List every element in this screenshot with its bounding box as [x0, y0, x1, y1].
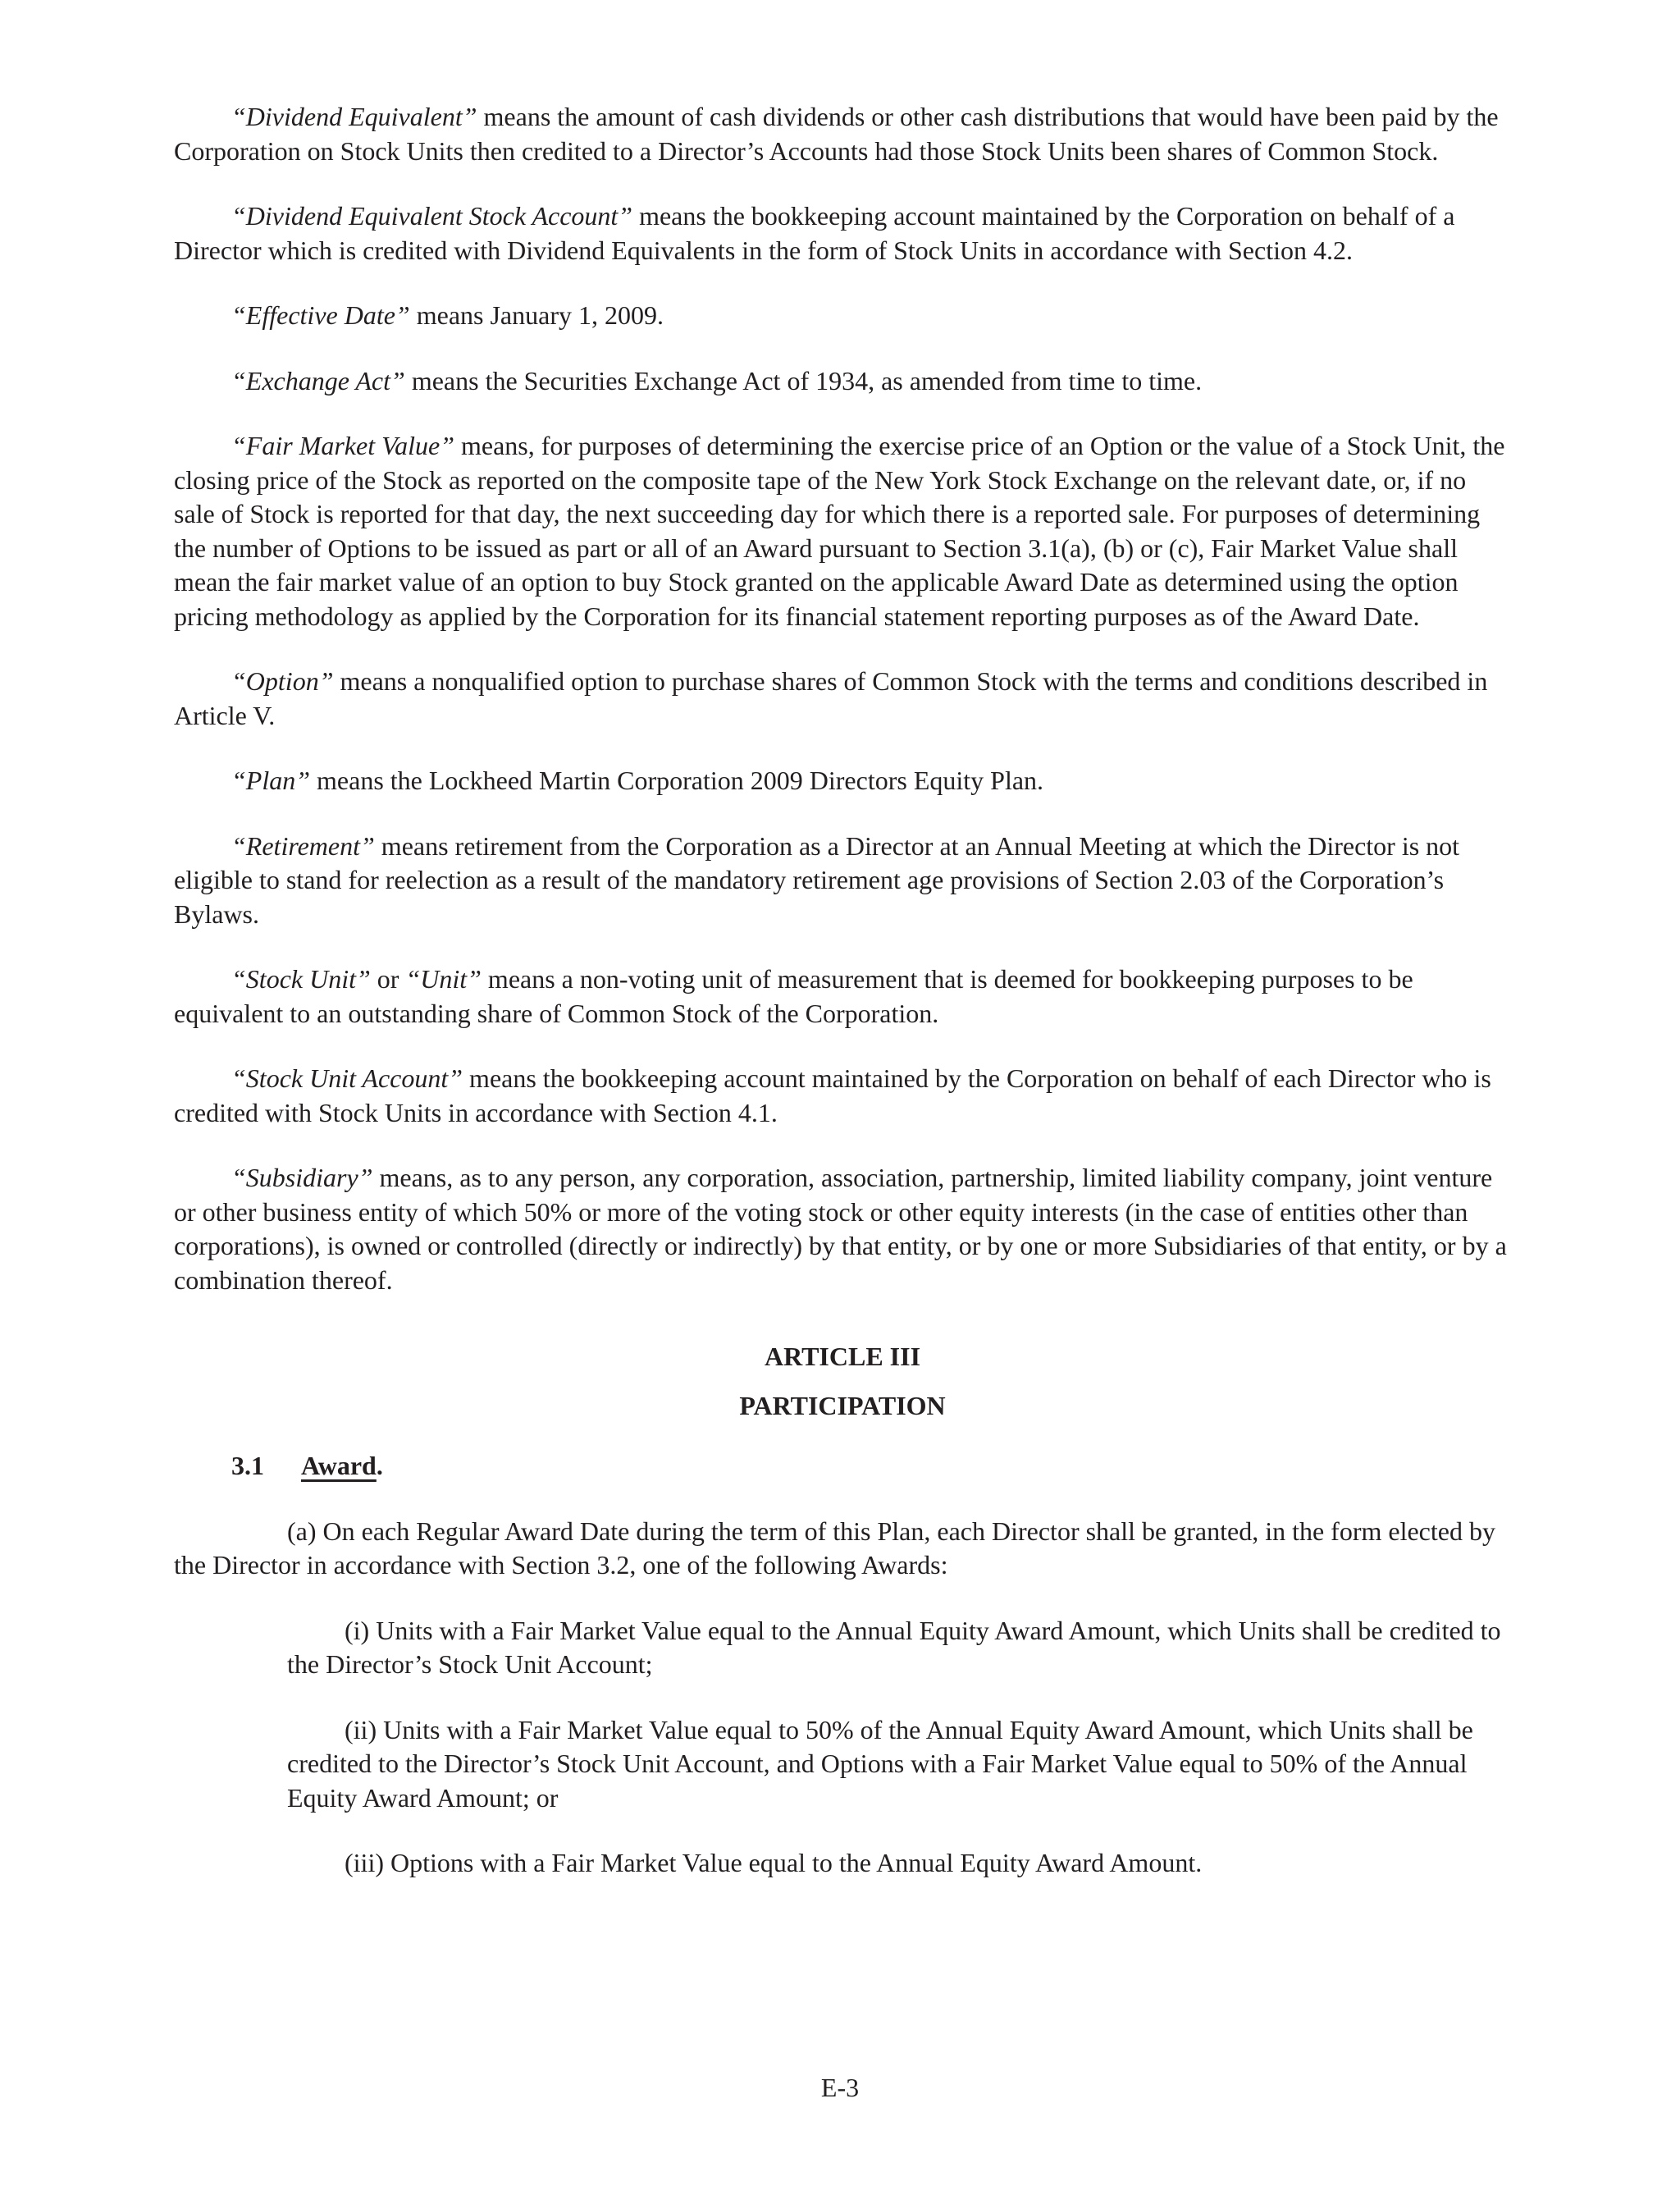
defined-term: “Retirement” — [231, 830, 375, 861]
definition-exchange-act — [174, 364, 1511, 399]
page-content — [174, 100, 1511, 1912]
defined-term: “Exchange Act” — [231, 365, 405, 395]
definition-option — [174, 665, 1511, 733]
definition-dividend-equivalent — [174, 100, 1511, 168]
definition-text: means a non-voting unit of measurement that is deemed for bookkeeping purposes to be equivalent to an outstanding share of Common Stock of the Corporation. — [174, 964, 1413, 1028]
definition-text: means January 1, 2009. — [409, 300, 664, 330]
award-option-ii: (ii) Units with a Fair Market Value equal to 50% of the Annual Equity Award Amount, which Units shall be credited to the Director’s Stock Unit Account, and Options with a Fair Market Value equal to 50% of the Annual Equity Award Amount; or — [287, 1714, 1473, 1813]
definition-text: means a nonqualified option to purchase shares of Common Stock with the terms and conditions described in Article V. — [174, 666, 1488, 730]
defined-term: “Stock Unit” — [231, 964, 371, 994]
definition-stock-unit — [174, 962, 1511, 1031]
defined-term: “Option” — [231, 666, 334, 696]
definition-text: means retirement from the Corporation as a Director at an Annual Meeting at which the Director is not eligible to stand for reelection as a result of the mandatory retirement age provisions of Section 2.03 of the Corporation’s Bylaws. — [174, 830, 1460, 929]
defined-term: “Stock Unit Account” — [231, 1063, 463, 1093]
definition-text: means, as to any person, any corporation, association, partnership, limited liability company, joint venture or other business entity of which 50% or more of the voting stock or other equity interests (in the case of entities other than corporations), is owned or controlled (directly or indirectly) by that entity, or by one or more Subsidiaries of that entity, or by a combination thereof. — [174, 1163, 1507, 1295]
section-title: Award — [301, 1451, 377, 1480]
definition-effective-date — [174, 299, 1511, 333]
defined-term: “Plan” — [231, 766, 311, 795]
award-option-iii: (iii) Options with a Fair Market Value equal to the Annual Equity Award Amount. — [345, 1848, 1203, 1877]
definition-fair-market-value — [174, 429, 1511, 633]
section-heading — [231, 1449, 1511, 1484]
definition-stock-unit-account — [174, 1062, 1511, 1130]
defined-term: “Dividend Equivalent” — [231, 102, 477, 131]
defined-term: “Unit” — [405, 964, 482, 994]
defined-term: “Fair Market Value” — [231, 431, 454, 460]
definition-plan — [174, 764, 1511, 798]
defined-term: “Effective Date” — [231, 300, 410, 330]
subsection-a: (a) On each Regular Award Date during the term of this Plan, each Director shall be granted, in the form elected by the Director in accordance with Section 3.2, one of the following Awards: — [174, 1516, 1495, 1580]
definition-text: means the amount of cash dividends or other cash distributions that would have been paid by the Corporation on Stock Units then credited to a Director’s Accounts had those Stock Units been shares of Common Stock. — [174, 102, 1499, 166]
definition-text: means, for purposes of determining the exercise price of an Option or the value of a Stock Unit, the closing price of the Stock as reported on the composite tape of the New York Stock Exchange on the relevant date, or, if no sale of Stock is reported for that day, the next succeeding day for which there is a reported sale. For purposes of determining the number of Options to be issued as part or all of an Award pursuant to Section 3.1(a), (b) or (c), Fair Market Value shall mean the fair market value of an option to buy Stock granted on the applicable Award Date as determined using the option pricing methodology as applied by the Corporation for its financial statement reporting purposes as of the Award Date. — [174, 431, 1505, 631]
section-title-period: . — [376, 1451, 383, 1480]
page-number: E-3 — [820, 2073, 860, 2102]
definition-text: means the bookkeeping account maintained by the Corporation on behalf of each Director who is credited with Stock Units in accordance with Section 4.1. — [174, 1063, 1491, 1127]
section-number: 3.1 — [231, 1451, 264, 1480]
definition-subsidiary — [174, 1161, 1511, 1297]
article-title: PARTICIPATION — [739, 1390, 946, 1420]
award-option-i: (i) Units with a Fair Market Value equal to the Annual Equity Award Amount, which Units shall be credited to the Director’s Stock Unit Account; — [287, 1615, 1501, 1679]
definition-text: means the Lockheed Martin Corporation 2009 Directors Equity Plan. — [310, 766, 1044, 795]
definition-dividend-equivalent-stock-account — [174, 199, 1511, 267]
definition-text: means the bookkeeping account maintained by the Corporation on behalf of a Director which is credited with Dividend Equivalents in the form of Stock Units in accordance with Section 4.2. — [174, 201, 1455, 265]
article-number: ARTICLE III — [764, 1342, 921, 1371]
definition-text: means the Securities Exchange Act of 1934, as amended from time to time. — [404, 365, 1203, 395]
defined-term: “Dividend Equivalent Stock Account” — [231, 201, 633, 231]
definition-conjunction: or — [370, 964, 406, 994]
defined-term: “Subsidiary” — [231, 1163, 373, 1192]
definition-retirement — [174, 830, 1511, 932]
